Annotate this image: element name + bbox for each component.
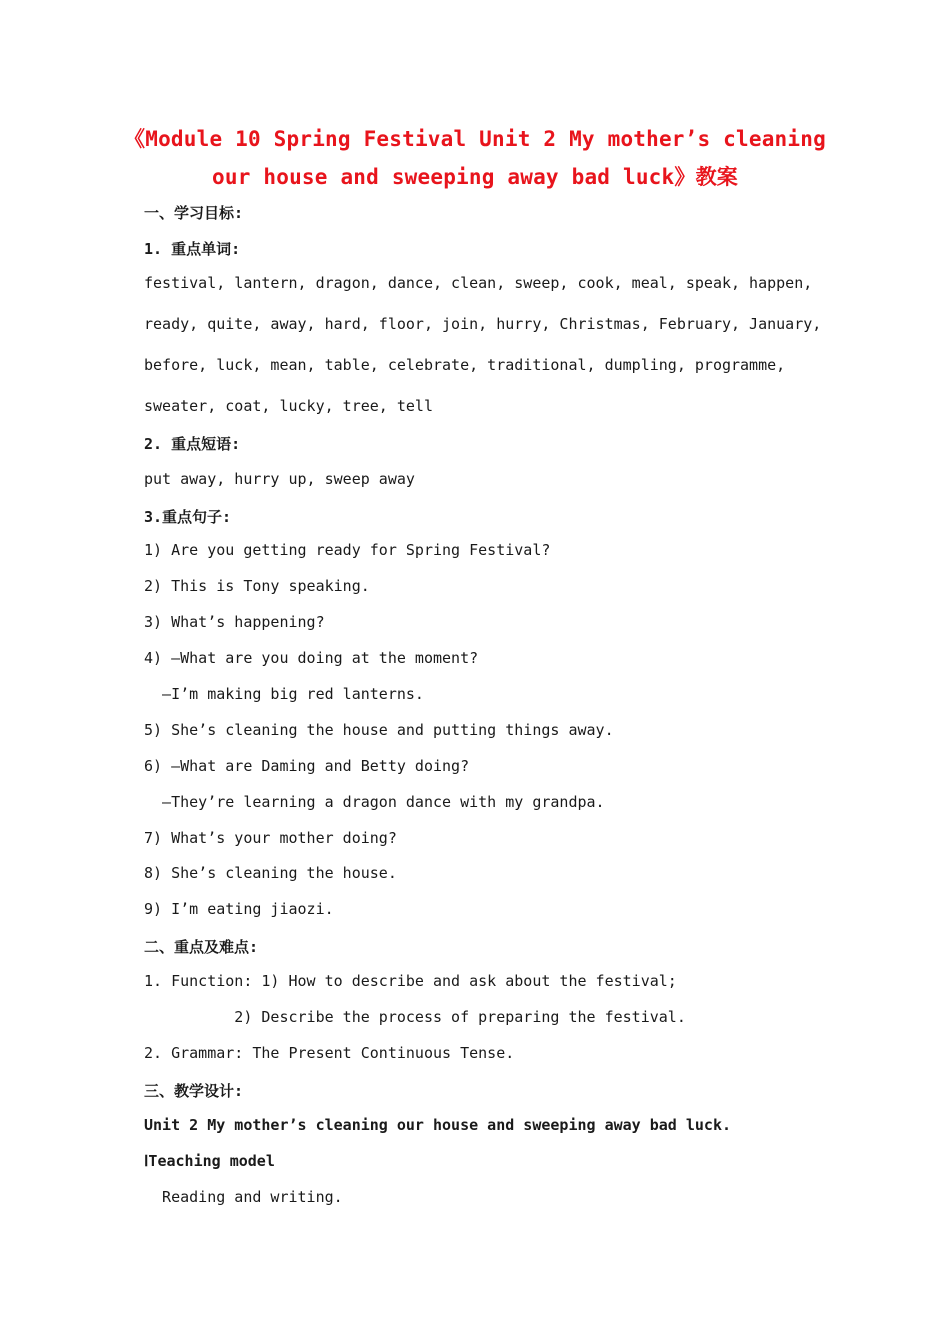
sentence-item: 9) I’m eating jiaozi.	[144, 900, 334, 918]
section-heading-teaching-design: 三、教学设计:	[144, 1082, 244, 1100]
unit-title: Unit 2 My mother’s cleaning our house and sweeping away bad luck.	[144, 1116, 731, 1134]
sentence-item: —They’re learning a dragon dance with my grandpa.	[144, 793, 605, 811]
key-words-line: before, luck, mean, table, celebrate, traditional, dumpling, programme,	[144, 356, 786, 374]
document-title-line-1: 《Module 10 Spring Festival Unit 2 My mother’s cleaning	[124, 127, 826, 151]
key-words-line: sweater, coat, lucky, tree, tell	[144, 397, 433, 415]
sentence-item: 3) What’s happening?	[144, 613, 325, 631]
document-title-line-2: our house and sweeping away bad luck》教案	[212, 165, 738, 189]
section-heading-key-points: 二、重点及难点:	[144, 938, 259, 956]
sentence-item: 6) —What are Daming and Betty doing?	[144, 757, 470, 775]
key-words-line: festival, lantern, dragon, dance, clean, sweep, cook, meal, speak, happen,	[144, 274, 813, 292]
key-phrases-heading: 2. 重点短语:	[144, 435, 241, 453]
key-words-line: ready, quite, away, hard, floor, join, hurry, Christmas, February, January,	[144, 315, 822, 333]
grammar-line: 2. Grammar: The Present Continuous Tense.	[144, 1044, 515, 1062]
sentence-item: —I’m making big red lanterns.	[144, 685, 424, 703]
sentence-item: 7) What’s your mother doing?	[144, 829, 397, 847]
key-words-heading: 1. 重点单词:	[144, 240, 241, 258]
teaching-model-heading: ⅠTeaching model	[144, 1152, 275, 1170]
section-heading-objectives: 一、学习目标:	[144, 204, 244, 222]
sentence-item: 8) She’s cleaning the house.	[144, 864, 397, 882]
key-phrases: put away, hurry up, sweep away	[144, 470, 415, 488]
sentence-item: 4) —What are you doing at the moment?	[144, 649, 479, 667]
key-sentences-heading: 3.重点句子:	[144, 508, 232, 526]
teaching-model-text: Reading and writing.	[144, 1188, 343, 1206]
sentence-item: 1) Are you getting ready for Spring Festival?	[144, 541, 551, 559]
function-line: 1. Function: 1) How to describe and ask about the festival;	[144, 972, 677, 990]
function-line: 2) Describe the process of preparing the festival.	[144, 1008, 686, 1026]
sentence-item: 5) She’s cleaning the house and putting things away.	[144, 721, 614, 739]
sentence-item: 2) This is Tony speaking.	[144, 577, 370, 595]
